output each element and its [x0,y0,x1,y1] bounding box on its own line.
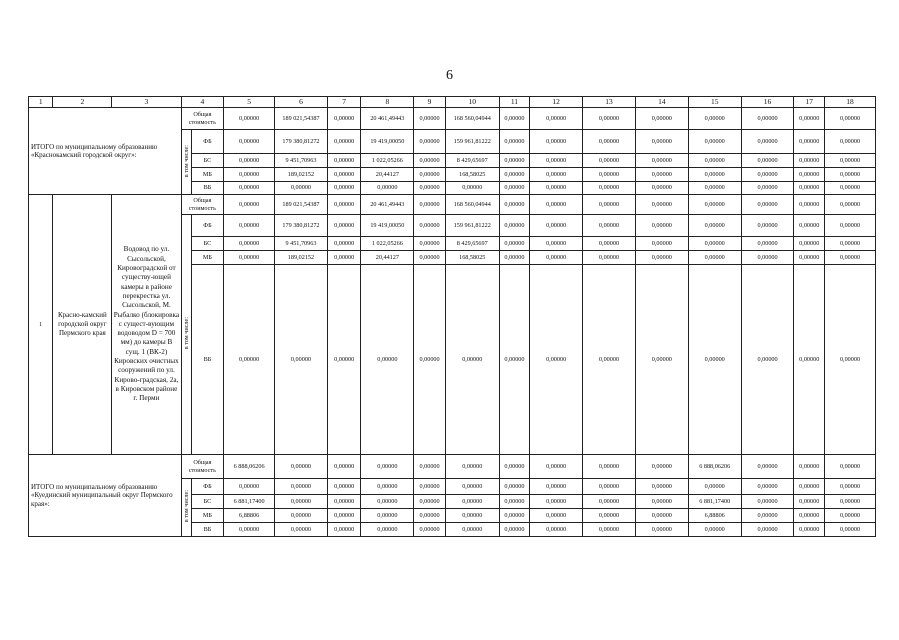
funding-type: МБ [191,251,224,265]
value-cell: 0,00000 [794,251,825,265]
value-cell: 0,00000 [499,265,530,455]
column-header-11: 11 [499,97,530,108]
value-cell: 8 429,65697 [445,154,499,168]
value-cell: 0,00000 [583,479,636,495]
value-cell: 6 881,17400 [224,495,275,509]
value-cell: 0,00000 [794,195,825,215]
value-cell: 0,00000 [530,168,583,182]
value-cell: 20 461,49443 [361,195,414,215]
total-label: ИТОГО по муниципальному образованию «Краснокамский городской округ»: [29,108,182,195]
value-cell: 0,00000 [499,168,530,182]
value-cell: 0,00000 [445,265,499,455]
value-cell: 0,00000 [794,168,825,182]
value-cell: 0,00000 [635,495,688,509]
value-cell: 168 560,04944 [445,195,499,215]
value-cell: 0,00000 [530,479,583,495]
in-that-number-text: в том числе: [182,144,190,178]
value-cell: 0,00000 [583,108,636,130]
value-cell: 0,00000 [361,495,414,509]
value-cell: 0,00000 [794,265,825,455]
value-cell: 0,00000 [824,215,875,237]
value-cell: 0,00000 [530,495,583,509]
value-cell: 0,00000 [583,523,636,537]
funding-type: ВБ [191,523,224,537]
value-cell: 0,00000 [414,168,446,182]
value-cell: 0,00000 [741,251,794,265]
value-cell: 189 021,54387 [275,195,328,215]
column-header-7: 7 [327,97,361,108]
value-cell: 0,00000 [224,108,275,130]
value-cell: 0,00000 [445,182,499,195]
value-cell: 0,00000 [327,215,361,237]
value-cell: 0,00000 [741,237,794,251]
column-header-18: 18 [824,97,875,108]
value-cell: 0,00000 [824,495,875,509]
value-cell: 0,00000 [414,509,446,523]
value-cell: 0,00000 [635,455,688,479]
value-cell: 0,00000 [741,108,794,130]
value-cell: 0,00000 [688,215,741,237]
value-cell: 168,58025 [445,251,499,265]
value-cell: 0,00000 [741,495,794,509]
value-cell: 0,00000 [824,108,875,130]
table-row [29,455,876,479]
value-cell: 0,00000 [530,130,583,154]
value-cell: 0,00000 [741,265,794,455]
column-header-2: 2 [53,97,112,108]
value-cell: 19 419,00050 [361,130,414,154]
value-cell: 0,00000 [688,265,741,455]
value-cell: 0,00000 [361,182,414,195]
value-cell: 0,00000 [794,182,825,195]
value-cell: 0,00000 [327,495,361,509]
value-cell: 0,00000 [741,168,794,182]
column-header-10: 10 [445,97,499,108]
value-cell: 0,00000 [741,215,794,237]
value-cell: 189,02152 [275,251,328,265]
total-label: ИТОГО по муниципальному образованию «Куединский муниципальный округ Пермского края»: [29,455,182,537]
value-cell: 0,00000 [499,237,530,251]
value-cell: 0,00000 [635,108,688,130]
value-cell: 189,02152 [275,168,328,182]
municipality-name: Красно-камский городской округ Пермского края [53,195,112,455]
value-cell: 0,00000 [361,509,414,523]
value-cell: 168 560,04944 [445,108,499,130]
value-cell: 0,00000 [499,108,530,130]
value-cell: 0,00000 [530,455,583,479]
column-header-8: 8 [361,97,414,108]
value-cell: 0,00000 [275,523,328,537]
value-cell: 0,00000 [583,130,636,154]
value-cell: 0,00000 [499,523,530,537]
value-cell: 0,00000 [583,215,636,237]
funding-type: Общая стоимость [181,455,224,479]
value-cell: 0,00000 [327,108,361,130]
value-cell: 0,00000 [635,215,688,237]
value-cell: 0,00000 [824,479,875,495]
value-cell: 0,00000 [275,182,328,195]
column-header-1: 1 [29,97,53,108]
value-cell: 0,00000 [530,215,583,237]
value-cell: 0,00000 [327,265,361,455]
value-cell: 0,00000 [635,479,688,495]
column-header-17: 17 [794,97,825,108]
value-cell: 0,00000 [530,195,583,215]
value-cell: 0,00000 [224,237,275,251]
value-cell: 168,58025 [445,168,499,182]
table-row [29,195,876,215]
value-cell: 0,00000 [224,215,275,237]
value-cell: 0,00000 [445,509,499,523]
column-header-5: 5 [224,97,275,108]
funding-type: МБ [191,509,224,523]
value-cell: 0,00000 [741,130,794,154]
value-cell: 0,00000 [499,479,530,495]
value-cell: 0,00000 [824,251,875,265]
value-cell: 0,00000 [583,168,636,182]
value-cell: 0,00000 [224,265,275,455]
value-cell: 0,00000 [327,479,361,495]
value-cell: 0,00000 [583,154,636,168]
value-cell: 0,00000 [499,495,530,509]
value-cell: 0,00000 [499,509,530,523]
column-header-6: 6 [275,97,328,108]
column-header-16: 16 [741,97,794,108]
funding-type: ФБ [191,130,224,154]
value-cell: 0,00000 [499,154,530,168]
value-cell: 0,00000 [688,479,741,495]
value-cell: 0,00000 [224,195,275,215]
value-cell: 179 380,81272 [275,215,328,237]
value-cell: 0,00000 [688,154,741,168]
value-cell: 0,00000 [583,265,636,455]
value-cell: 0,00000 [635,154,688,168]
value-cell: 0,00000 [414,108,446,130]
value-cell: 0,00000 [361,265,414,455]
value-cell: 0,00000 [635,509,688,523]
value-cell: 0,00000 [824,182,875,195]
value-cell: 0,00000 [414,495,446,509]
value-cell: 0,00000 [794,455,825,479]
value-cell: 0,00000 [635,195,688,215]
value-cell: 0,00000 [445,495,499,509]
value-cell: 0,00000 [530,237,583,251]
value-cell: 0,00000 [583,509,636,523]
value-cell: 0,00000 [741,479,794,495]
value-cell: 1 022,05266 [361,154,414,168]
value-cell: 0,00000 [414,215,446,237]
value-cell: 0,00000 [275,509,328,523]
value-cell: 0,00000 [414,455,446,479]
value-cell: 0,00000 [414,265,446,455]
funding-type: БС [191,154,224,168]
value-cell: 9 451,70963 [275,154,328,168]
value-cell: 0,00000 [635,523,688,537]
value-cell: 0,00000 [794,130,825,154]
value-cell: 159 961,81222 [445,215,499,237]
value-cell: 0,00000 [327,182,361,195]
value-cell: 0,00000 [583,495,636,509]
funding-type: БС [191,495,224,509]
value-cell: 0,00000 [635,265,688,455]
value-cell: 8 429,65697 [445,237,499,251]
value-cell: 0,00000 [741,509,794,523]
in-that-number-label [181,479,191,537]
value-cell: 0,00000 [688,168,741,182]
value-cell: 0,00000 [635,251,688,265]
value-cell: 20 461,49443 [361,108,414,130]
value-cell: 0,00000 [530,182,583,195]
funding-type: Общая стоимость [181,108,224,130]
value-cell: 0,00000 [688,195,741,215]
value-cell: 0,00000 [327,523,361,537]
value-cell: 0,00000 [530,265,583,455]
value-cell: 0,00000 [794,509,825,523]
value-cell: 0,00000 [275,495,328,509]
value-cell: 0,00000 [794,108,825,130]
value-cell: 0,00000 [414,182,446,195]
value-cell: 0,00000 [824,130,875,154]
value-cell: 0,00000 [741,523,794,537]
value-cell: 0,00000 [824,168,875,182]
value-cell: 0,00000 [741,182,794,195]
funding-type: БС [191,237,224,251]
value-cell: 0,00000 [583,182,636,195]
value-cell: 0,00000 [327,455,361,479]
value-cell: 0,00000 [794,215,825,237]
value-cell: 0,00000 [327,130,361,154]
page-number: 6 [446,68,453,83]
value-cell: 0,00000 [530,251,583,265]
value-cell: 0,00000 [824,265,875,455]
value-cell: 6,88806 [688,509,741,523]
value-cell: 0,00000 [794,479,825,495]
value-cell: 0,00000 [224,523,275,537]
column-header-12: 12 [530,97,583,108]
financing-table [28,96,876,537]
value-cell: 0,00000 [327,251,361,265]
value-cell: 0,00000 [824,455,875,479]
value-cell: 0,00000 [499,455,530,479]
funding-type: ВБ [191,182,224,195]
value-cell: 0,00000 [224,479,275,495]
value-cell: 0,00000 [499,182,530,195]
column-header-13: 13 [583,97,636,108]
value-cell: 0,00000 [499,215,530,237]
value-cell: 0,00000 [499,130,530,154]
value-cell: 0,00000 [327,195,361,215]
value-cell: 0,00000 [794,154,825,168]
value-cell: 0,00000 [224,168,275,182]
funding-type: ФБ [191,215,224,237]
value-cell: 0,00000 [327,168,361,182]
value-cell: 0,00000 [688,237,741,251]
in-that-number-text: в том числе: [182,317,190,350]
value-cell: 0,00000 [794,523,825,537]
value-cell: 0,00000 [635,182,688,195]
value-cell: 6 888,06206 [224,455,275,479]
value-cell: 0,00000 [824,523,875,537]
value-cell: 0,00000 [583,195,636,215]
value-cell: 0,00000 [327,237,361,251]
value-cell: 0,00000 [635,168,688,182]
column-header-4: 4 [181,97,224,108]
value-cell: 0,00000 [275,265,328,455]
value-cell: 0,00000 [224,251,275,265]
funding-type: Общая стоимость [181,195,224,215]
value-cell: 0,00000 [327,154,361,168]
value-cell: 9 451,70963 [275,237,328,251]
column-header-15: 15 [688,97,741,108]
row-number: 1 [29,195,53,455]
value-cell: 0,00000 [741,195,794,215]
value-cell: 0,00000 [275,455,328,479]
value-cell: 0,00000 [688,523,741,537]
funding-type: МБ [191,168,224,182]
value-cell: 0,00000 [361,455,414,479]
value-cell: 6 888,06206 [688,455,741,479]
value-cell: 1 022,05266 [361,237,414,251]
value-cell: 20,44127 [361,168,414,182]
value-cell: 0,00000 [583,237,636,251]
value-cell: 0,00000 [583,251,636,265]
value-cell: 0,00000 [445,455,499,479]
value-cell: 0,00000 [499,195,530,215]
column-header-3: 3 [112,97,181,108]
value-cell: 0,00000 [688,182,741,195]
value-cell: 0,00000 [224,154,275,168]
value-cell: 0,00000 [688,108,741,130]
value-cell: 0,00000 [414,237,446,251]
value-cell: 189 021,54387 [275,108,328,130]
value-cell: 20,44127 [361,251,414,265]
value-cell: 6,88806 [224,509,275,523]
value-cell: 19 419,00050 [361,215,414,237]
column-header-14: 14 [635,97,688,108]
value-cell: 0,00000 [414,479,446,495]
value-cell: 0,00000 [794,237,825,251]
value-cell: 0,00000 [824,237,875,251]
value-cell: 0,00000 [794,495,825,509]
value-cell: 0,00000 [530,154,583,168]
in-that-number-label [181,215,191,455]
table-row [29,108,876,130]
in-that-number-text: в том числе: [182,490,190,523]
value-cell: 0,00000 [530,108,583,130]
column-header-9: 9 [414,97,446,108]
value-cell: 0,00000 [824,154,875,168]
object-name: Водовод по ул. Сысольской, Кировоградской от существу-ющей камеры в районе перекрестка ул. Сысольской, М. Рыбалко (блокировка с сущест-вующим водоводом D = 700 мм) до камеры В сущ. 1 (ВК-2) Кировских очистных сооружений по ул. Кирово-градская, 2а, в Кировском районе г. Перми [112,195,181,455]
value-cell: 0,00000 [224,130,275,154]
value-cell: 0,00000 [361,479,414,495]
value-cell: 0,00000 [824,195,875,215]
value-cell: 0,00000 [414,154,446,168]
value-cell: 0,00000 [445,523,499,537]
value-cell: 0,00000 [688,251,741,265]
funding-type: ВБ [191,265,224,455]
value-cell: 0,00000 [499,251,530,265]
value-cell: 0,00000 [414,130,446,154]
value-cell: 0,00000 [583,455,636,479]
value-cell: 0,00000 [327,509,361,523]
value-cell: 0,00000 [414,251,446,265]
value-cell: 0,00000 [414,523,446,537]
value-cell: 0,00000 [224,182,275,195]
value-cell: 0,00000 [530,523,583,537]
value-cell: 0,00000 [688,130,741,154]
funding-type: ФБ [191,479,224,495]
value-cell: 0,00000 [445,479,499,495]
value-cell: 0,00000 [275,479,328,495]
value-cell: 0,00000 [635,130,688,154]
value-cell: 0,00000 [530,509,583,523]
value-cell: 0,00000 [414,195,446,215]
value-cell: 159 961,81222 [445,130,499,154]
value-cell: 0,00000 [361,523,414,537]
value-cell: 0,00000 [741,455,794,479]
value-cell: 0,00000 [741,154,794,168]
value-cell: 179 380,81272 [275,130,328,154]
value-cell: 6 881,17400 [688,495,741,509]
in-that-number-label [181,130,191,195]
value-cell: 0,00000 [824,509,875,523]
value-cell: 0,00000 [635,237,688,251]
